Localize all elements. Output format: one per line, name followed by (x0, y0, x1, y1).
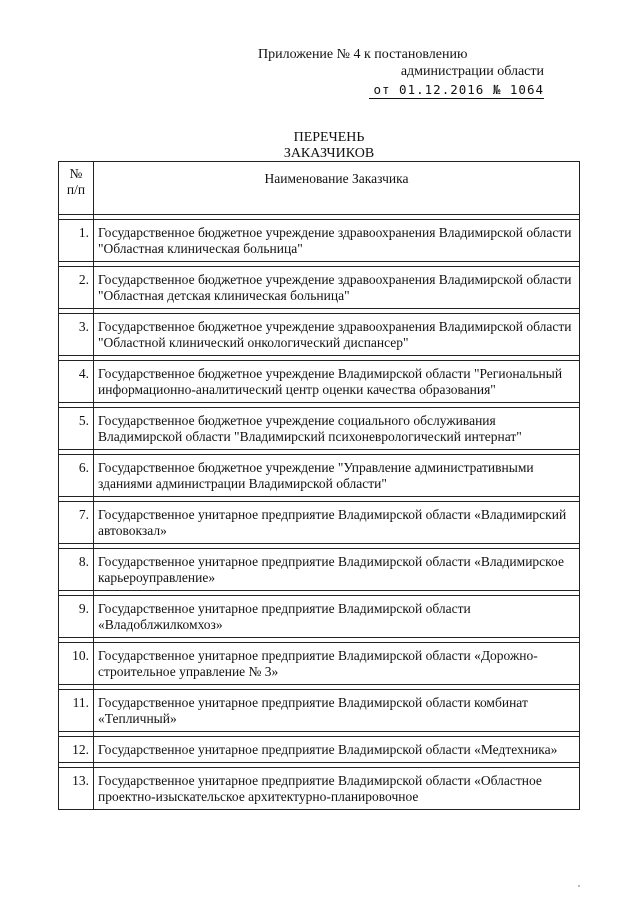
table-row (59, 768, 580, 810)
column-header-number-line: п/п (66, 182, 86, 197)
customer-name: Государственное унитарное предприятие Владимирской области «Владимирский автовокзал» (94, 502, 580, 544)
customer-name: Государственное бюджетное учреждение "Управление административными зданиями администрации Владимирской области" (94, 455, 580, 497)
table-row (59, 267, 580, 309)
row-number: 12. (59, 737, 94, 763)
table-row (59, 455, 580, 497)
table-row (59, 408, 580, 450)
column-header-number-line: № (69, 166, 83, 181)
appendix-header (244, 46, 544, 99)
customer-name: Государственное бюджетное учреждение здравоохранения Владимирской области "Областной клинический онкологический диспансер" (94, 314, 580, 356)
column-header-name: Наименование Заказчика (94, 162, 580, 215)
table-row (59, 643, 580, 685)
table-body (59, 215, 580, 810)
table-row (59, 502, 580, 544)
customer-name: Государственное бюджетное учреждение здравоохранения Владимирской области "Областная детская клиническая больница" (94, 267, 580, 309)
customer-name: Государственное унитарное предприятие Владимирской области «Владоблжилкомхоз» (94, 596, 580, 638)
customer-name: Государственное унитарное предприятие Владимирской области «Областное проектно-изыскательское архитектурно-планировочное (94, 768, 580, 810)
row-number: 7. (59, 502, 94, 544)
column-header-number (59, 162, 94, 215)
customer-name: Государственное бюджетное учреждение социального обслуживания Владимирской области "Владимирский психоневрологический интернат" (94, 408, 580, 450)
title-line: ПЕРЕЧЕНЬ (293, 130, 365, 145)
scan-speck (578, 885, 580, 887)
row-number: 2. (59, 267, 94, 309)
customers-table (58, 161, 580, 810)
row-number: 4. (59, 361, 94, 403)
row-number: 11. (59, 690, 94, 732)
title-line: ЗАКАЗЧИКОВ (283, 146, 375, 161)
appendix-line: администрации области (400, 64, 544, 79)
row-number: 8. (59, 549, 94, 591)
row-number: 1. (59, 220, 94, 262)
table-row (59, 361, 580, 403)
appendix-line: Приложение № 4 к постановлению (258, 47, 468, 62)
table-row (59, 549, 580, 591)
table-row (59, 737, 580, 763)
customer-name: Государственное унитарное предприятие Владимирской области «Медтехника» (94, 737, 580, 763)
customer-name: Государственное унитарное предприятие Владимирской области комбинат «Тепличный» (94, 690, 580, 732)
customer-name: Государственное унитарное предприятие Владимирской области «Владимирское карьероуправление» (94, 549, 580, 591)
row-number: 3. (59, 314, 94, 356)
table-row (59, 690, 580, 732)
customer-name: Государственное бюджетное учреждение здравоохранения Владимирской области "Областная клиническая больница" (94, 220, 580, 262)
resolution-date-number: от 01.12.2016 № 1064 (369, 81, 544, 99)
table-header-row (59, 162, 580, 215)
document-title (0, 130, 640, 162)
customer-name: Государственное унитарное предприятие Владимирской области «Дорожно-строительное управление № 3» (94, 643, 580, 685)
table-row (59, 596, 580, 638)
customer-name: Государственное бюджетное учреждение Владимирской области "Региональный информационно-аналитический центр оценки качества образования" (94, 361, 580, 403)
row-number: 9. (59, 596, 94, 638)
table-row (59, 314, 580, 356)
table-row (59, 220, 580, 262)
row-number: 5. (59, 408, 94, 450)
row-number: 13. (59, 768, 94, 810)
row-number: 6. (59, 455, 94, 497)
row-number: 10. (59, 643, 94, 685)
